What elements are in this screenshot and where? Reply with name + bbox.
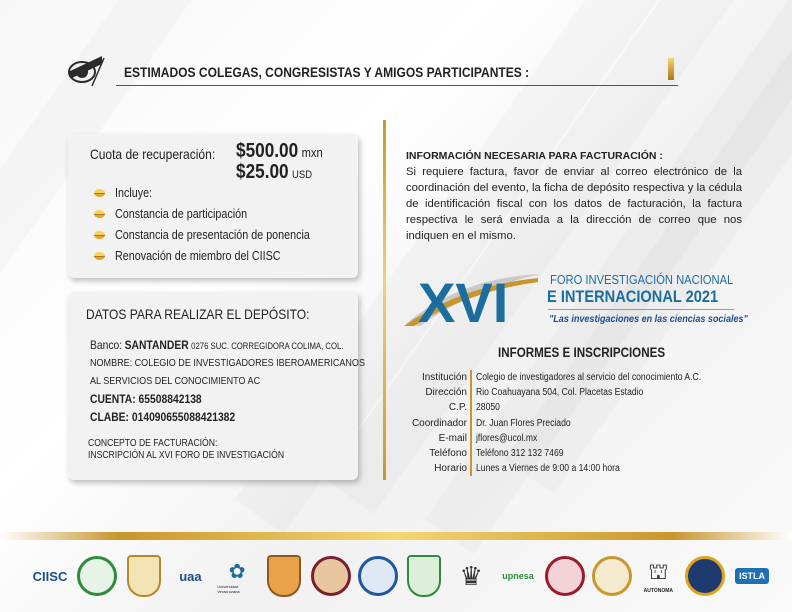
clabe-number[interactable]: CLABE: 014090655088421382 [90,410,236,424]
ciisc-logo-icon: CIISC [32,568,68,584]
billing-title: INFORMACIÓN NECESARIA PARA FACTURACIÓN : [406,150,663,162]
fee-card [68,134,358,278]
gold-coin-icon [94,189,105,197]
uaa-logo-icon: uaa [179,568,202,584]
header-divider [116,85,678,86]
autonoma-logo-icon: ⛫ AUTONOMA [643,558,674,594]
fee-label: Cuota de recuperación: [90,146,216,162]
list-item: Incluye: [94,182,342,203]
event-title-line1: FORO INVESTIGACIÓN NACIONAL [550,272,734,287]
university-seal-icon [311,553,351,599]
fee-usd-amount: $25.00 USD [236,161,313,183]
table-row [400,431,738,446]
red-seal-icon [545,553,585,599]
istla-logo-icon: ISTLA [732,553,772,599]
deposit-title: DATOS PARA REALIZAR EL DEPÓSITO: [86,306,310,322]
institutional-shield-icon [264,553,304,599]
row-label: Dirección [425,387,467,399]
row-value: Teléfono 312 132 7469 [476,447,564,459]
fee-mxn-amount: $500.00 mxn [236,140,323,162]
universidad-veracruzana-logo-icon: ✿ Universidad Veracruzana [217,560,246,594]
unach-seal-icon [77,553,117,599]
account-number[interactable]: CUENTA: 65508842138 [90,392,202,406]
billing-text: Si requiere factura, favor de enviar al correo electrónico de la coordinación del evento, la ficha de depósito respectiva y la cédula de identificación fiscal con los datos de facturación, la factura respectiva le será enviada a la dirección de correo que nos indiquen en el mismo. [406,166,742,242]
row-label: Teléfono [429,447,467,459]
email-link[interactable]: jflores@ucol.mx [476,432,538,444]
row-label: E-mail [438,432,467,444]
table-row [400,446,738,461]
gold-coin-icon [94,231,105,239]
table-row [400,461,738,476]
footer-gold-bar [0,532,792,540]
deposit-card [68,292,365,480]
account-holder-line2: AL SERVICIOS DEL CONOCIMIENTO AC [90,375,261,387]
table-row [400,400,738,415]
state-shield-icon [124,553,164,599]
deposit-details [90,336,410,426]
row-label: Coordinador [411,417,467,429]
row-value: Lunes a Viernes de 9:00 a 14:00 hora [476,463,620,475]
contact-title: INFORMES E INSCRIPCIONES [498,345,666,360]
sun-seal-icon [685,553,725,599]
table-row [400,416,738,431]
account-holder-line1: NOMBRE: COLEGIO DE INVESTIGADORES IBEROAMERICANOS [90,357,365,369]
gold-coin-icon [94,252,105,260]
list-item: Constancia de presentación de ponencia [94,224,342,245]
row-label: C.P. [448,402,467,414]
contact-table [400,370,738,476]
row-value: Rio Coahuayana 504, Col. Placetas Estadio [476,387,644,399]
gold-accent-bar [668,58,674,80]
table-row [400,385,738,400]
list-item: Constancia de participación [94,203,342,224]
event-tagline: "Las investigaciones en las ciencias sociales" [549,313,748,325]
row-value: Dr. Juan Flores Preciado [476,417,571,429]
page-greeting-title: ESTIMADOS COLEGAS, CONGRESISTAS Y AMIGOS PARTICIPANTES : [124,64,530,80]
xvi-forum-logo-icon [400,268,545,328]
list-item: Renovación de miembro del CIISC [94,245,342,266]
gold-coin-icon [94,210,105,218]
gold-vertical-divider [383,120,386,480]
row-value: 28050 [476,402,500,414]
sponsor-logos [30,548,772,604]
blue-seal-icon [358,553,398,599]
eagle-emblem-icon: ♛ [459,560,483,591]
billing-concept: CONCEPTO DE FACTURACIÓN: INSCRIPCIÓN AL XVI FORO DE INVESTIGACIÓN [88,438,285,461]
event-title-line2: E INTERNACIONAL 2021 [547,287,719,306]
row-label: Institución [421,372,467,383]
row-label: Horario [434,463,467,475]
xvi-numeral: XVI [418,271,509,328]
green-shield-icon [404,553,444,599]
crest-seal-icon [592,553,632,599]
bank-line: Banco: SANTANDER 0276 SUC. CORREGIDORA COLIMA, COL. [90,338,344,352]
row-value: Colegio de investigadores al servicio del conocimiento A.C. [476,372,702,383]
event-title-rule [548,309,734,310]
table-row [400,370,738,385]
billing-info [406,150,742,244]
upnesa-logo-icon: upnesa [502,571,534,581]
fee-includes-list [94,182,342,266]
ciisc-brand-mark-icon [62,50,108,90]
